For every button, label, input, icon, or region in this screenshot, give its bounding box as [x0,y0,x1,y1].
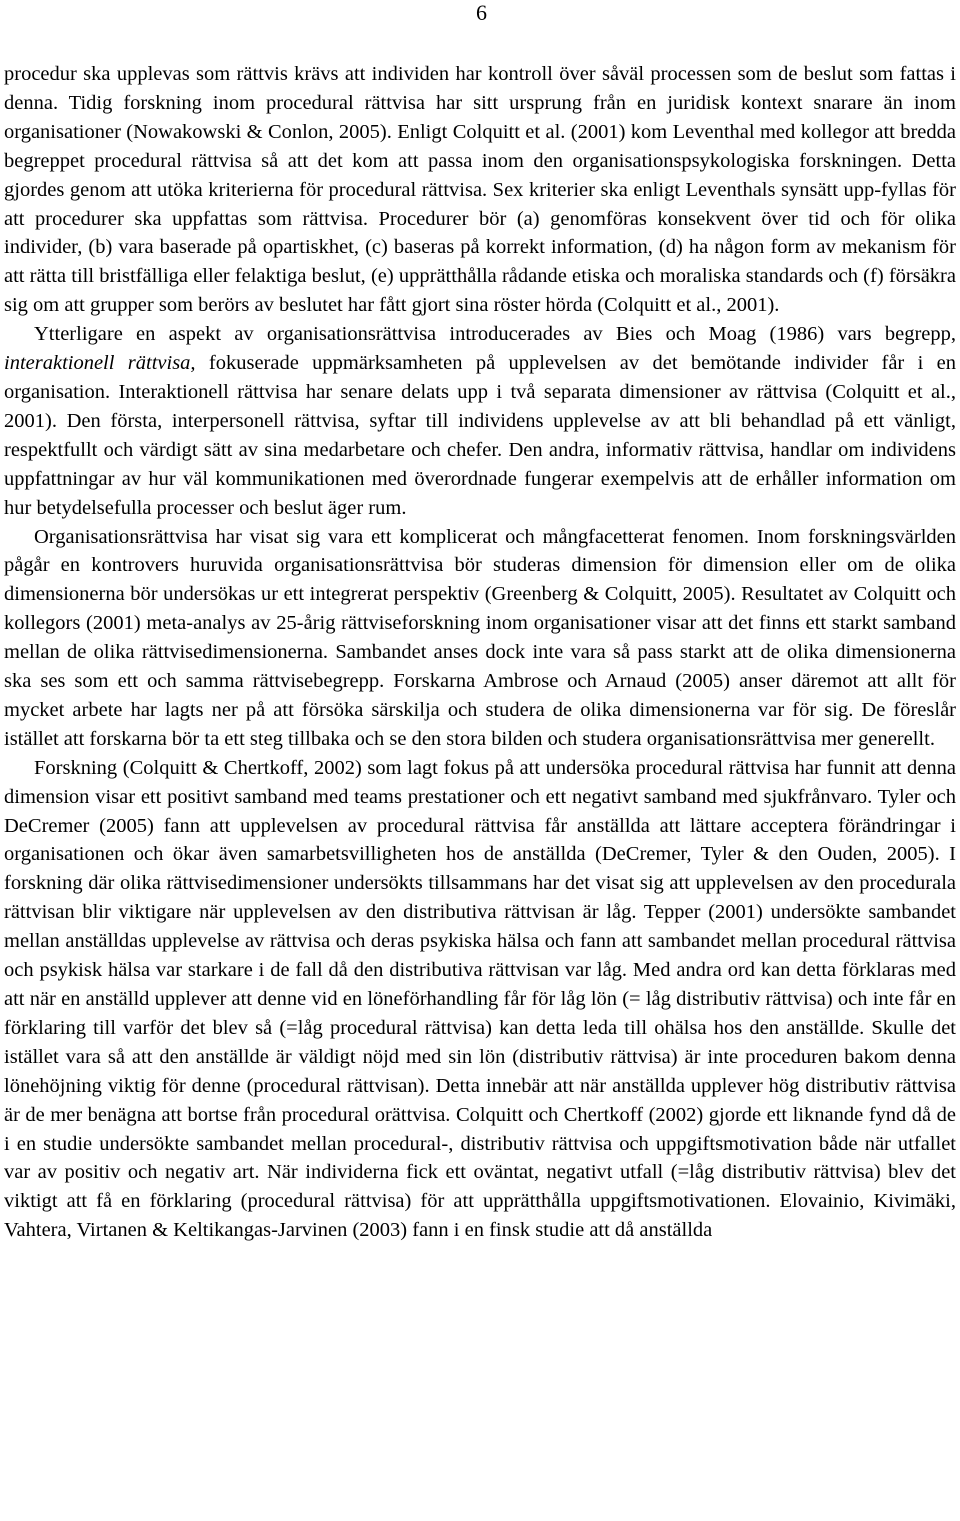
paragraph-interactional-justice [4,320,956,522]
italic-term: interaktionell rättvisa, [4,352,196,375]
paragraph-complex-phenomenon [4,523,956,754]
paragraph-text: Forskning (Colquitt & Chertkoff, 2002) som lagt fokus på att undersöka procedural rättvisa har funnit att denna dimension visar ett positivt samband med teams prestationer och ett negativt samband med sjukfrånvaro. Tyler och DeCremer (2005) fann att upplevelsen av procedural rättvisa får anställda att lättare acceptera förändringar i organisationen och ökar även samarbetsvilligheten hos de anställda (DeCremer, Tyler & den Ouden, 2005). I forskning där olika rättvisedimensioner undersökts tillsammans har det visat sig att upplevelsen av den procedurala rättvisan blir viktigare när upplevelsen av den distributiva rättvisan är låg. Tepper (2001) undersökte sambandet mellan anställdas upplevelse av rättvisa och deras psykiska hälsa och fann att sambandet mellan procedural rättvisa och psykisk hälsa var starkare i de fall då den distributiva rättvisan var låg. Med andra ord kan detta förklaras med att när en anställd upplever att denne vid en löneförhandling får för låg lön (= låg distributiv rättvisa) och inte får en förklaring till varför det blev så (=låg procedural rättvisa) kan detta leda till ohälsa hos den anställde. Skulle det istället vara så att den anställde är väldigt nöjd med sin lön (distributiv rättvisa) är inte proceduren bakom denna lönehöjning viktig för denne (procedural rättvisan). Detta innebär att när anställda upplever hög distributiv rättvisa är de mer benägna att bortse från procedural orättvisa. Colquitt och Chertkoff (2002) gjorde ett liknande fynd då de i en studie undersökte sambandet mellan procedural-, distributiv rättvisa och uppgiftsmotivation både när utfallet var av positiv och negativ art. När individerna fick ett oväntat, negativt utfall (=låg distributiv rättvisa) blev det viktigt att få en förklaring (procedural rättvisa) för att upprätthålla uppgiftsmotivationen. Elovainio, Kivimäki, Vahtera, Virtanen & Keltikangas-Jarvinen (2003) fann i en finsk studie att då anställda [4,756,956,1242]
paragraph-procedural-criteria [4,60,956,320]
paragraph-research-findings [4,754,956,1245]
document-body [4,60,956,1245]
paragraph-text: Ytterligare en aspekt av organisationsrättvisa introducerades av Bies och Moag (1986) vars begrepp, [34,323,956,346]
page-number: 6 [476,0,487,25]
paragraph-text: Organisationsrättvisa har visat sig vara ett komplicerat och mångfacetterat fenomen. Inom forskningsvärlden pågår en kontrovers huruvida organisationsrättvisa bör studeras dimension för dimension eller om de olika dimensionerna bör undersökas ur ett integrerat perspektiv (Greenberg & Colquitt, 2005). Resultatet av Colquitt och kollegors (2001) meta-analys av 25-årig rättviseforskning inom organisationer visar att det finns ett starkt samband mellan de olika rättvisedimensionerna. Sambandet anses dock inte vara så pass starkt att de olika dimensionerna ska ses som ett och samma rättvisebegrepp. Forskarna Ambrose och Arnaud (2005) anser däremot att allt för mycket arbete har lagts ner på att försöka särskilja och studera de olika dimensionerna var för sig. De föreslår istället att forskarna bör ta ett steg tillbaka och se den stora bilden och studera organisationsrättvisa mer generellt. [4,525,956,750]
paragraph-text: procedur ska upplevas som rättvis krävs att individen har kontroll över såväl processen som de beslut som fattas i denna. Tidig forskning inom procedural rättvisa har sitt ursprung från en juridisk kontext snarare än inom organisationer (Nowakowski & Conlon, 2005). Enligt Colquitt et al. (2001) kom Leventhal med kollegor att bredda begreppet procedural rättvisa så att det kom att passa inom den organisationspsykologiska forskningen. Detta gjordes genom att utöka kriterierna för procedural rättvisa. Sex kriterier ska enligt Leventhals synsätt upp-fyllas för att procedurer ska uppfattas som rättvisa. Procedurer bör (a) genomföras konsekvent över tid och för olika individer, (b) vara baserade på opartiskhet, (c) baseras på korrekt information, (d) ha någon form av mekanism för att rätta till bristfälliga eller felaktiga beslut, (e) upprätthålla rådande etiska och moraliska standards och (f) försäkra sig om att grupper som berörs av beslutet har fått gjort sina röster hörda (Colquitt et al., 2001). [4,63,956,317]
paragraph-text: fokuserade uppmärksamheten på upplevelsen av det bemötande individer får i en organisation. Interaktionell rättvisa har senare delats upp i två separata dimensioner av rättvisa (Colquitt et al., 2001). Den första, interpersonell rättvisa, syftar till individens upplevelse av att bli behandlad på ett vänligt, respektfullt och värdigt sätt av sina medarbetare och chefer. Den andra, informativ rättvisa, handlar om individens uppfattningar av hur väl kommunikationen med överordnade fungerar exempelvis att de erhåller information om hur betydelsefulla processer och beslut äger rum. [4,352,956,519]
